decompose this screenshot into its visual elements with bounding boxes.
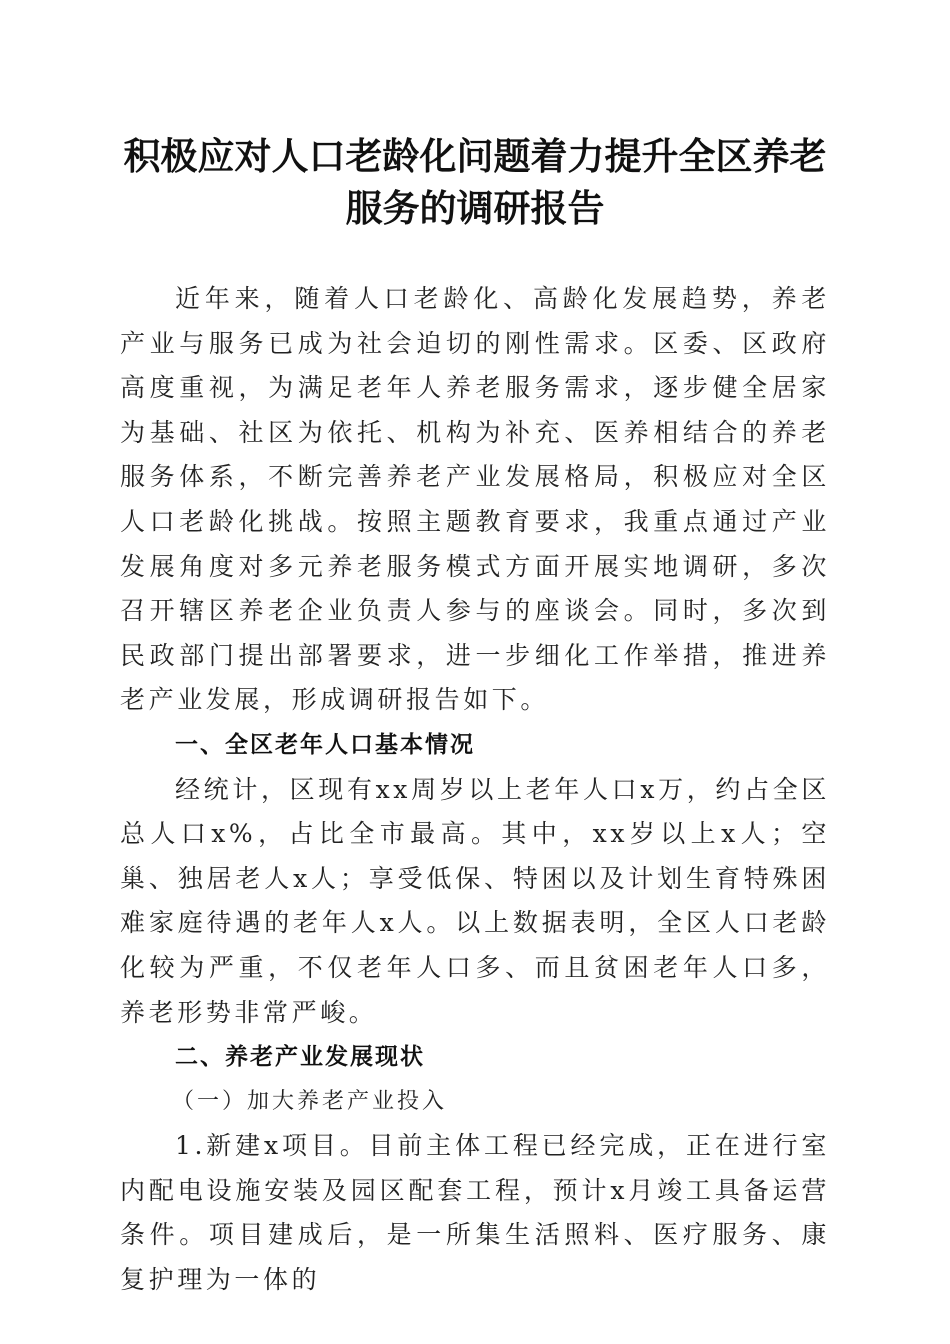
statistics-paragraph: 经统计，区现有xx周岁以上老年人口x万，约占全区总人口x%，占比全市最高。其中，xx岁以上x人；空巢、独居老人x人；享受低保、特困以及计划生育特殊困难家庭待遇的老年人x人。以上数据表明，全区人口老龄化较为严重，不仅老年人口多、而且贫困老年人口多，养老形势非常严峻。 (120, 774, 830, 1027)
section-heading-2: 二、养老产业发展现状 (175, 1044, 425, 1071)
intro-paragraph: 近年来，随着人口老龄化、高龄化发展趋势，养老产业与服务已成为社会迫切的刚性需求。区委、区政府高度重视，为满足老年人养老服务需求，逐步健全居家为基础、社区为依托、机构为补充、医养相结合的养老服务体系，不断完善养老产业发展格局，积极应对全区人口老龄化挑战。按照主题教育要求，我重点通过产业发展角度对多元养老服务模式方面开展实地调研，多次召开辖区养老企业负责人参与的座谈会。同时，多次到民政部门提出部署要求，进一步细化工作举措，推进养老产业发展，形成调研报告如下。 (120, 284, 830, 715)
subsection-heading-1: （一）加大养老产业投入 (172, 1088, 448, 1114)
section-heading-1: 一、全区老年人口基本情况 (175, 731, 475, 758)
document-title: 积极应对人口老龄化问题着力提升全区养老服务的调研报告 (123, 134, 827, 230)
document-body (120, 277, 830, 1303)
project-paragraph: 1.新建x项目。目前主体工程已经完成，正在进行室内配电设施安装及园区配套工程，预计x月竣工具备运营条件。项目建成后，是一所集生活照料、医疗服务、康复护理为一体的 (120, 1131, 830, 1295)
